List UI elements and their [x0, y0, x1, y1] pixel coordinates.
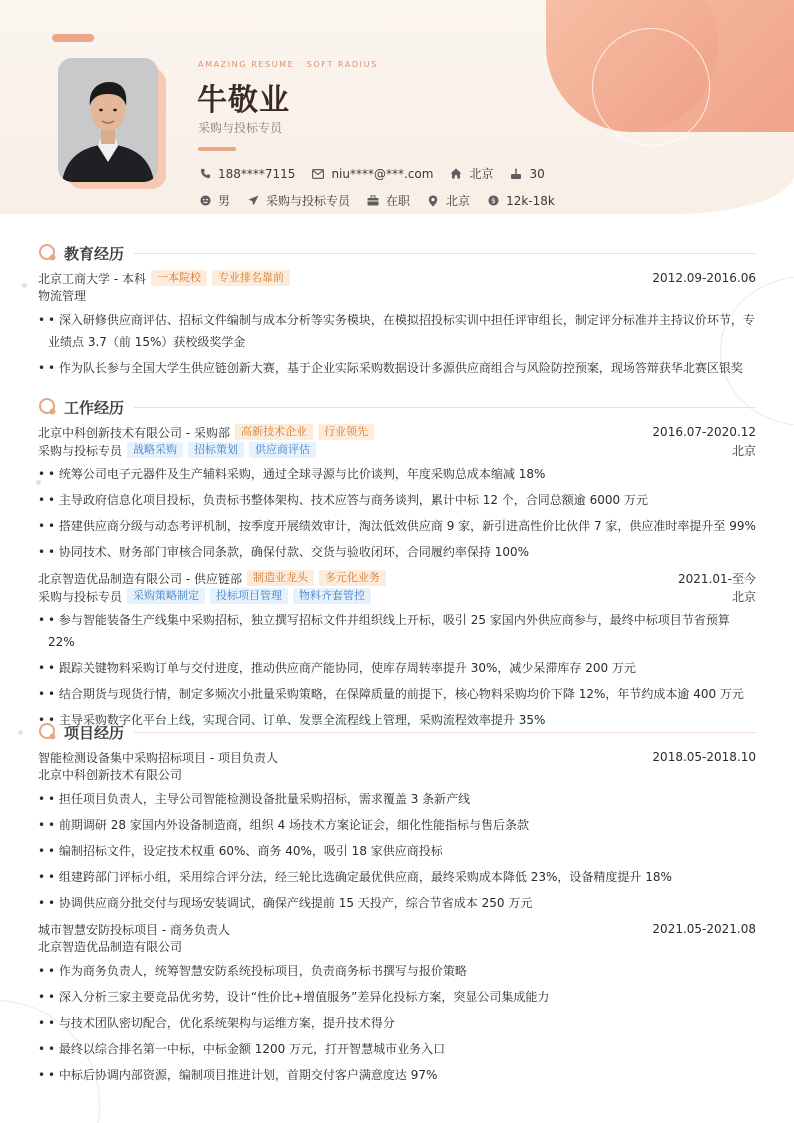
education-entry — [38, 269, 756, 379]
school-tag: 一本院校 — [151, 270, 207, 286]
list-item: • • 中标后协调内部资源，编制项目推进计划，首期交付客户满意度达 97% — [38, 1064, 756, 1086]
status-item: 在职 — [366, 192, 410, 209]
list-item: • • 前期调研 28 家国内外设备制造商，组织 4 场技术方案论证会，细化性能指标与售后条款 — [38, 814, 756, 836]
candidate-name: 牛敬业 — [197, 83, 290, 118]
school-tag: 专业排名靠前 — [212, 270, 290, 286]
location-icon — [426, 194, 440, 208]
list-item: • • 编制招标文件，设定技术权重 60%、商务 40%，吸引 18 家供应商投标 — [38, 840, 756, 862]
company-name: 北京中科创新技术有限公司 - 采购部 — [38, 425, 230, 440]
project-name: 城市智慧安防投标项目 - 商务负责人 — [38, 922, 230, 937]
age-item: 30 — [509, 167, 544, 181]
contact-row — [198, 165, 561, 182]
project-entry — [38, 920, 756, 1086]
decorative-dot — [18, 730, 23, 735]
skill-tag: 投标项目管理 — [210, 588, 288, 604]
list-item: • • 担任项目负责人，主导公司智能检测设备批量采购招标，需求覆盖 3 条新产线 — [38, 788, 756, 810]
school-name: 北京工商大学 - 本科 — [38, 271, 146, 286]
list-item: • • 深入分析三家主要竞品优劣势，设计“性价比+增值服务”差异化投标方案，突显公司集成能力 — [38, 986, 756, 1008]
skill-tag: 供应商评估 — [249, 442, 316, 458]
position-name: 采购与投标专员 — [38, 589, 123, 604]
list-item: • • 作为商务负责人，统筹智慧安防系统投标项目，负责商务标书撰写与报价策略 — [38, 960, 756, 982]
work-entry — [38, 569, 756, 731]
work-section — [38, 397, 756, 731]
gender-item: 男 — [198, 192, 230, 209]
section-title: 工作经历 — [64, 398, 125, 417]
list-item: • • 最终以综合排名第一中标，中标金额 1200 万元，打开智慧城市业务入口 — [38, 1038, 756, 1060]
section-header — [38, 722, 756, 742]
company-name: 北京智造优品制造有限公司 - 供应链部 — [38, 571, 242, 586]
project-bullets — [38, 960, 756, 1086]
mail-icon — [311, 167, 325, 181]
section-divider — [134, 407, 756, 408]
company-tag: 多元化业务 — [319, 570, 386, 586]
company-tag: 行业领先 — [318, 424, 374, 440]
skill-tag: 战略采购 — [127, 442, 183, 458]
project-name: 智能检测设备集中采购招标项目 - 项目负责人 — [38, 750, 278, 765]
education-date: 2012.09-2016.06 — [652, 271, 756, 285]
list-item: • • 结合期货与现货行情，制定多频次小批量采购策略，在保障质量的前提下，核心物料采购均价下降 12%，年节约成本逾 400 万元 — [38, 683, 756, 705]
location-item: 北京 — [426, 192, 470, 209]
section-header — [38, 243, 756, 263]
list-item: • • 协同技术、财务部门审核合同条款，确保付款、交货与验收闭环，合同履约率保持 100% — [38, 541, 756, 563]
work-date: 2016.07-2020.12 — [652, 425, 756, 439]
list-item: • • 组建跨部门评标小组，采用综合评分法，经三轮比选确定最优供应商，最终采购成本降低 23%，设备精度提升 18% — [38, 866, 756, 888]
project-org: 北京中科创新技术有限公司 — [38, 768, 183, 782]
briefcase-icon — [366, 194, 380, 208]
project-entry — [38, 748, 756, 914]
work-city: 北京 — [731, 589, 756, 604]
list-item: • • 协调供应商分批交付与现场安装调试，确保产线提前 15 天投产，综合节省成本 250 万元 — [38, 892, 756, 914]
list-item: • • 作为队长参与全国大学生供应链创新大赛，基于企业实际采购数据设计多源供应商组合与风险防控预案，现场答辩获华北赛区银奖 — [38, 357, 756, 379]
list-item: • • 主导采购数字化平台上线，实现合同、订单、发票全流程线上管理，采购流程效率提升 35% — [38, 709, 756, 731]
gender-icon — [198, 194, 212, 208]
section-title: 项目经历 — [64, 723, 125, 742]
job-intent-item: 采购与投标专员 — [246, 192, 350, 209]
work-entry — [38, 423, 756, 563]
company-tag: 高新技术企业 — [235, 424, 313, 440]
salary-item: $ 12k-18k — [486, 194, 555, 208]
work-bullets — [38, 463, 756, 563]
search-icon — [38, 243, 58, 263]
skill-tag: 招标策划 — [188, 442, 244, 458]
company-tag: 制造业龙头 — [247, 570, 314, 586]
salary-icon — [486, 194, 500, 208]
email-item: niu****@***.com — [311, 167, 433, 181]
work-bullets — [38, 609, 756, 731]
list-item: • • 参与智能装备生产线集中采购招标，独立撰写招标文件并组织线上开标，吸引 25 家国内外供应商参与，最终中标项目节省预算 22% — [38, 609, 756, 653]
list-item: • • 与技术团队密切配合，优化系统架构与运维方案，提升技术得分 — [38, 1012, 756, 1034]
list-item: • • 主导政府信息化项目投标，负责标书整体架构、技术应答与商务谈判，累计中标 12 个，合同总额逾 6000 万元 — [38, 489, 756, 511]
project-section — [38, 722, 756, 1086]
section-divider — [134, 732, 756, 733]
phone-icon — [198, 167, 212, 181]
search-icon — [38, 397, 58, 417]
project-bullets — [38, 788, 756, 914]
project-date: 2018.05-2018.10 — [652, 750, 756, 764]
phone-item: 188****7115 — [198, 167, 295, 181]
decorative-dot — [22, 283, 27, 288]
accent-bar — [198, 147, 236, 151]
decorative-ring — [592, 28, 710, 146]
skill-tag: 采购策略制定 — [127, 588, 205, 604]
education-bullets — [38, 309, 756, 379]
list-item: • • 搭建供应商分级与动态考评机制，按季度开展绩效审计，淘汰低效供应商 9 家，新引进高性价比伙伴 7 家，供应准时率提升至 99% — [38, 515, 756, 537]
list-item: • • 统筹公司电子元器件及生产辅料采购，通过全球寻源与比价谈判，年度采购总成本缩减 18% — [38, 463, 756, 485]
project-org: 北京智造优品制造有限公司 — [38, 940, 183, 954]
section-divider — [134, 253, 756, 254]
search-icon — [38, 722, 58, 742]
avatar — [58, 58, 158, 182]
svg-text:$: $ — [490, 196, 496, 206]
profile-row — [198, 192, 571, 209]
decorative-pill — [52, 34, 94, 42]
position-name: 采购与投标专员 — [38, 443, 123, 458]
major-name: 物流管理 — [38, 289, 87, 303]
list-item: • • 深入研修供应商评估、招标文件编制与成本分析等实务模块，在模拟招投标实训中担任评审组长，制定评分标准并主持议价环节，专业绩点 3.7（前 15%）获校级奖学金 — [38, 309, 756, 353]
home-icon — [449, 167, 463, 181]
candidate-role: 采购与投标专员 — [198, 121, 283, 135]
work-date: 2021.01-至今 — [678, 571, 756, 586]
home-item: 北京 — [449, 165, 493, 182]
education-section — [38, 243, 756, 379]
section-header — [38, 397, 756, 417]
skill-tag: 物料齐套管控 — [293, 588, 371, 604]
work-city: 北京 — [731, 443, 756, 458]
section-title: 教育经历 — [64, 244, 125, 263]
cake-icon — [509, 167, 523, 181]
send-icon — [246, 194, 260, 208]
header-tagline: AMAZING RESUME · SOFT RADIUS — [198, 60, 378, 69]
list-item: • • 跟踪关键物料采购订单与交付进度，推动供应商产能协同，使库存周转率提升 30%，减少呆滞库存 200 万元 — [38, 657, 756, 679]
project-date: 2021.05-2021.08 — [652, 922, 756, 936]
